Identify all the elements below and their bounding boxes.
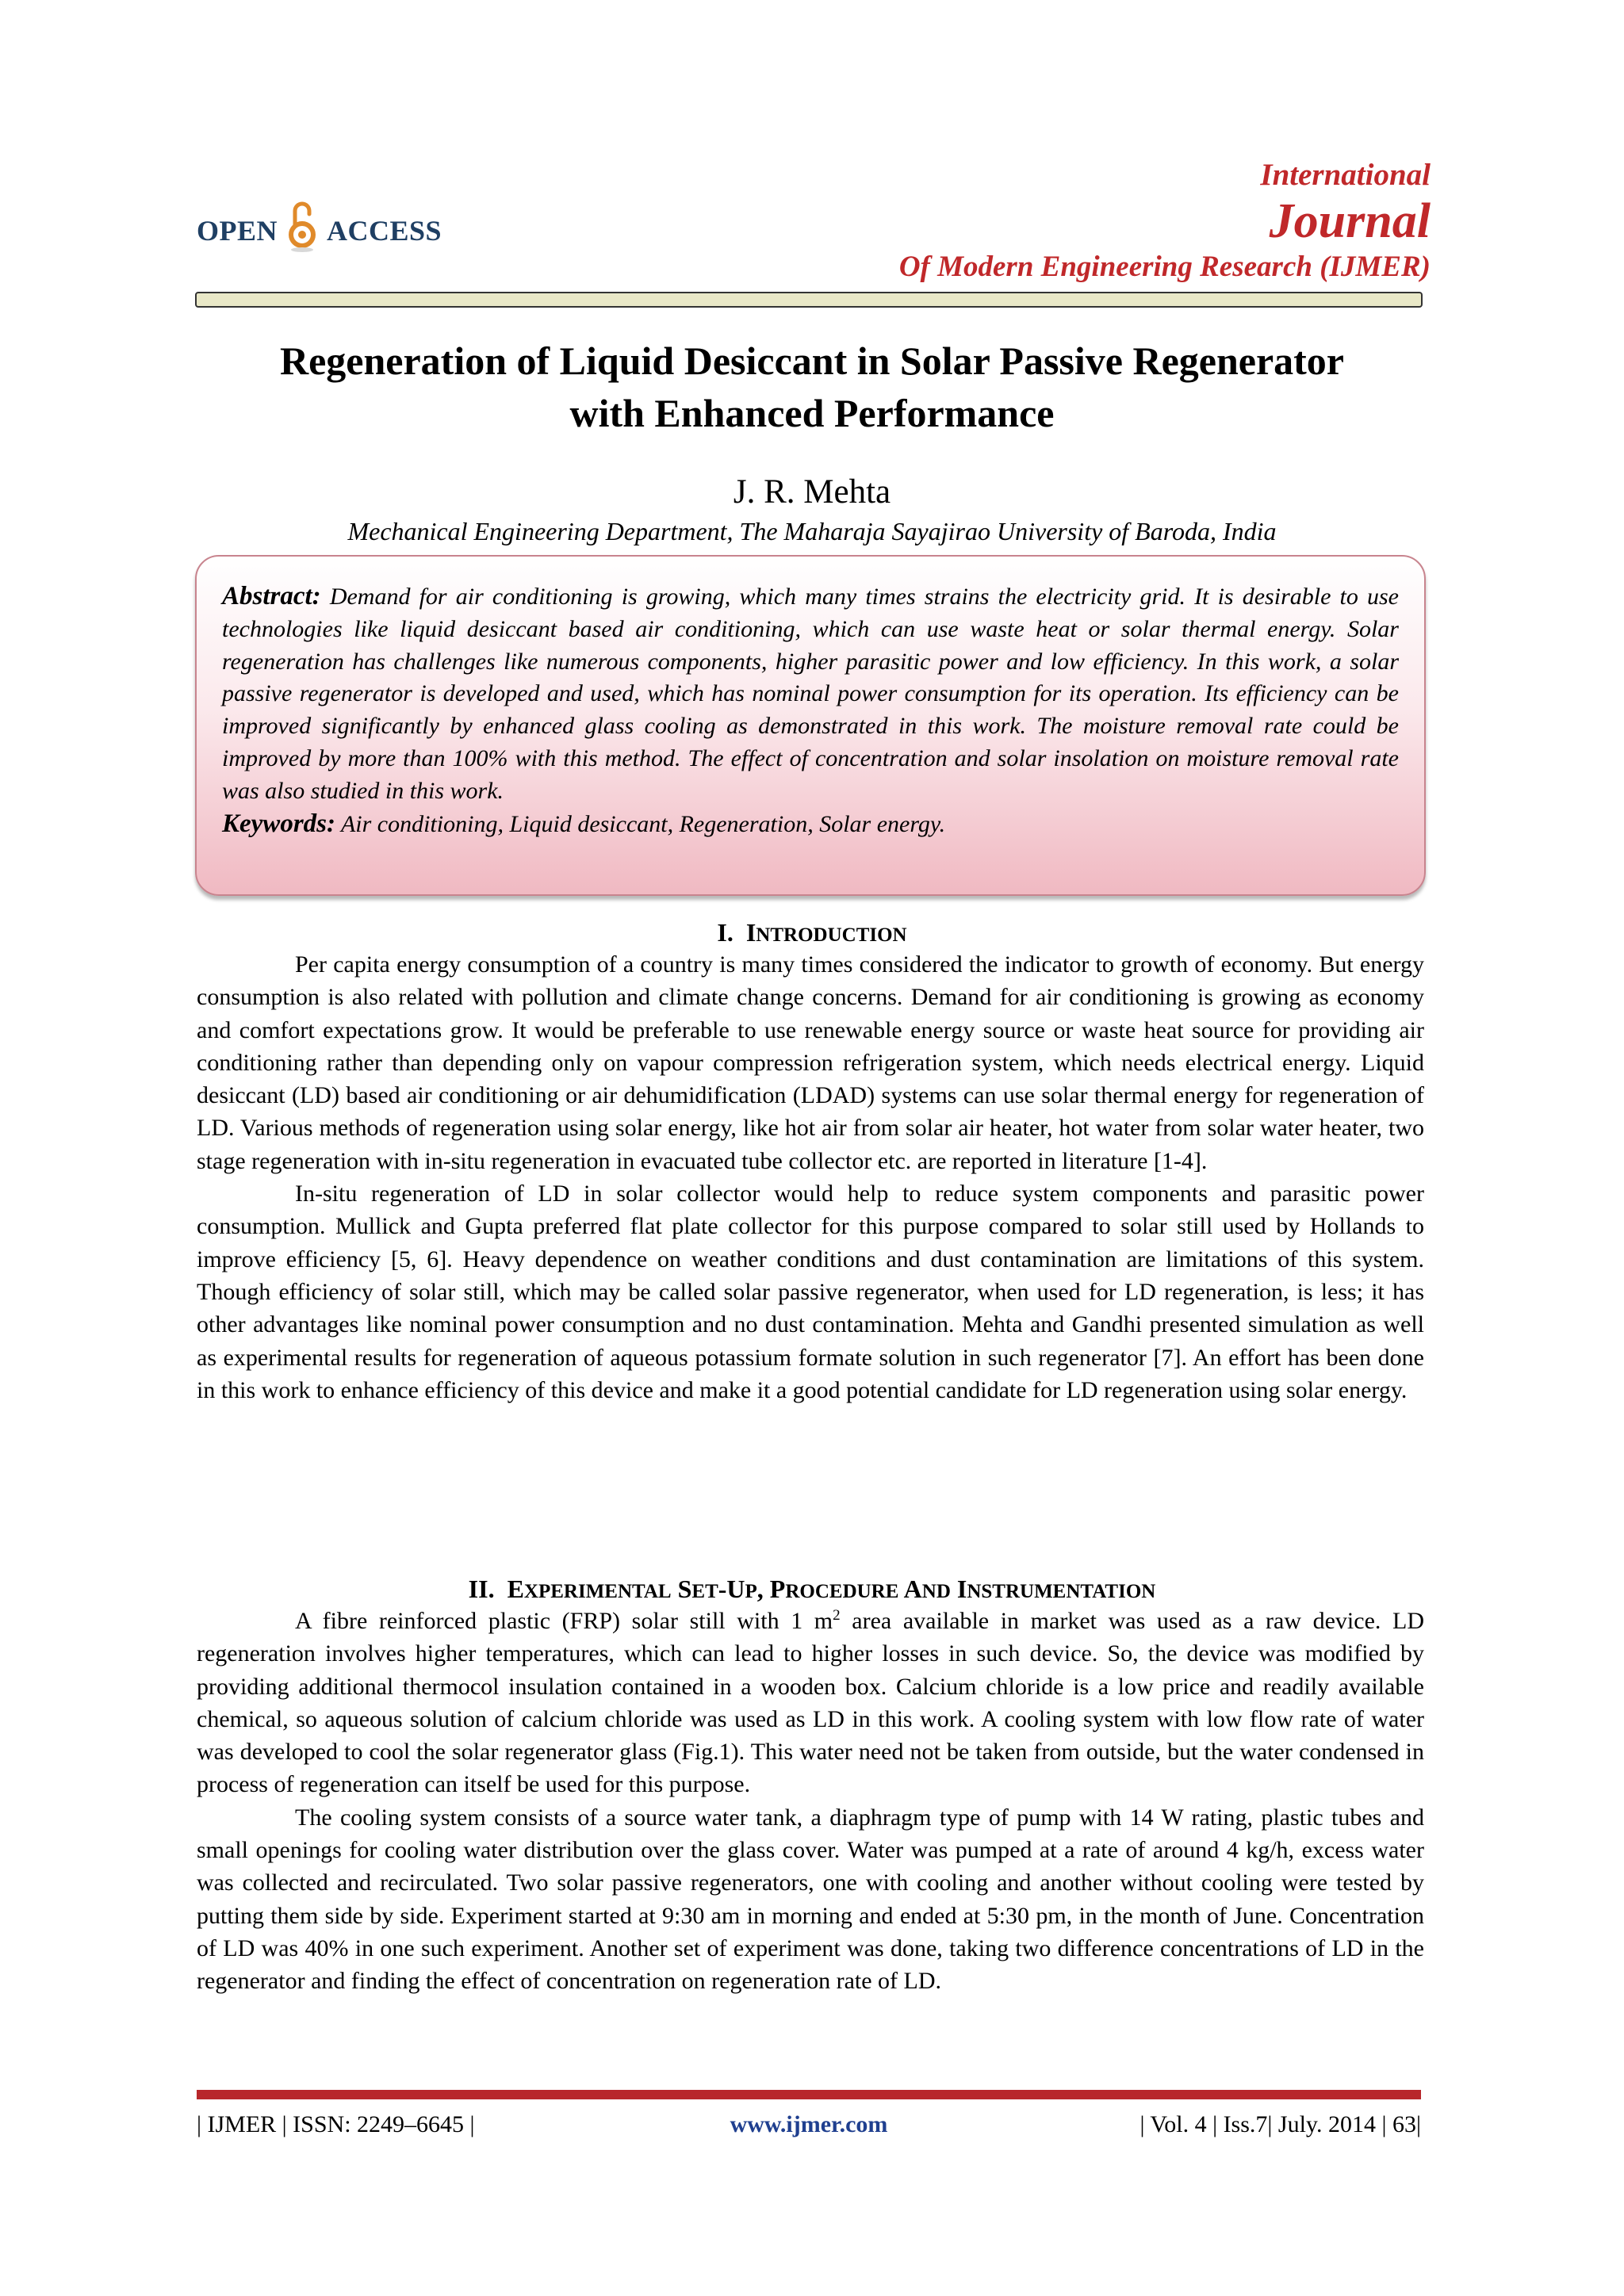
journal-subtitle: Of Modern Engineering Research (IJMER): [898, 251, 1431, 283]
section-2-number: II.: [468, 1575, 495, 1603]
open-access-right-text: ACCESS: [327, 214, 442, 247]
journal-international: International: [1260, 158, 1431, 192]
open-access-logo: [197, 200, 442, 261]
footer-website-link[interactable]: www.ijmer.com: [730, 2111, 888, 2137]
heading-word-cap: I: [956, 1575, 967, 1603]
introduction-body: [197, 948, 1424, 1406]
abstract-box: [195, 555, 1426, 896]
experimental-body: [197, 1605, 1424, 1998]
heading-word-rest: XPERIMENTAL: [523, 1581, 672, 1602]
author-affiliation: Mechanical Engineering Department, The Maharaja Sayajirao University of Baroda, India: [347, 517, 1277, 545]
journal-masthead: [899, 155, 1431, 287]
section-heading-experimental: II. EXPERIMENTAL SET-UP, PROCEDURE AND INSTRUMENTATION: [468, 1575, 1156, 1603]
footer-issn: | IJMER | ISSN: 2249–6645 |: [197, 2111, 475, 2137]
journal-name: Journal: [1269, 194, 1431, 248]
heading-word-rest: ND: [921, 1581, 951, 1602]
open-lock-icon: [289, 200, 316, 261]
heading-word-cap: U: [726, 1575, 745, 1603]
superscript: 2: [833, 1607, 841, 1624]
abstract-text: Demand for air conditioning is growing, which many times strains the electricity grid. It is desirable to use technologies like liquid desiccant based air conditioning, which can use waste heat or solar thermal energy. Solar regeneration has challenges like numerous components, higher parasitic power and low efficiency. In this work, a solar passive regenerator is developed and used, which has nominal power consumption for its operation. Its efficiency can be improved significantly by enhanced glass cooling as demonstrated in this work. The moisture removal rate could be improved by more than 100% with this method. The effect of concentration and solar insolation on moisture removal rate was also studied in this work.: [222, 584, 1399, 804]
footer-volume-page: | Vol. 4 | Iss.7| July. 2014 | 63|: [1139, 2111, 1421, 2137]
section-1-title-rest: NTRODUCTION: [756, 924, 907, 946]
paper-title-line-1: Regeneration of Liquid Desiccant in Solar Passive Regenerator: [280, 339, 1344, 383]
paragraph: In-situ regeneration of LD in solar collector would help to reduce system components and parasitic power consumption. Mullick and Gupta preferred flat plate collector for this purpose compared to solar still used by Hollands to improve efficiency [5, 6]. Heavy dependence on weather conditions and dust contamination are limitations of this system. Though efficiency of solar still, which may be called solar passive regenerator, when used for LD regeneration, is less; it has other advantages like nominal power consumption and no dust contamination. Mehta and Gandhi presented simulation as well as experimental results for regeneration of aqueous potassium formate solution in such regenerator [7]. An effort has been done in this work to enhance efficiency of this device and make it a good potential candidate for LD regeneration using solar energy.: [197, 1181, 1424, 1403]
heading-word-rest: NSTRUMENTATION: [967, 1581, 1156, 1602]
heading-word-cap: E: [507, 1575, 524, 1603]
paragraph: Per capita energy consumption of a country is many times considered the indicator to growth of economy. But energy consumption is also related with pollution and climate change concerns. Demand for air conditioning is growing as economy and comfort expectations grow. It would be preferable to use renewable energy source or waste heat source for providing air conditioning rather than depending only on vapour compression refrigeration system, which needs electrical energy. Liquid desiccant (LD) based air conditioning or air dehumidification (LDAD) systems can use solar thermal energy for regeneration of LD. Various methods of regeneration using solar energy, like hot air from solar air heater, hot water from solar water heater, two stage regeneration with in-situ regeneration in evacuated tube collector etc. are reported in literature [1-4].: [197, 951, 1424, 1174]
heading-word-rest: ET: [691, 1581, 718, 1602]
paper-title: [159, 335, 1465, 439]
section-1-title-first: I: [745, 918, 756, 947]
keywords-text: Air conditioning, Liquid desiccant, Regeneration, Solar energy.: [340, 810, 946, 837]
heading-word-cap: S: [677, 1575, 692, 1603]
paragraph-text: area available in market was used as a raw device. LD regeneration involves higher temperatures, which can lead to higher losses in such device. So, the device was modified by providing additional thermocol insulation contained in a wooden box. Calcium chloride is a low price and readily available chemical, so aqueous solution of calcium chloride was used as LD in this work. A cooling system with low flow rate of water was developed to cool the solar regenerator glass (Fig.1). This water need not be taken from outside, but the water condensed in process of regeneration can itself be used for this purpose.: [197, 1608, 1425, 1798]
heading-word-cap: A: [903, 1575, 922, 1603]
heading-word-rest: ROCEDURE: [785, 1581, 899, 1602]
abstract-body: [222, 580, 1399, 808]
abstract-label: Abstract:: [222, 582, 321, 610]
header-divider-bar: [195, 292, 1423, 308]
heading-word-rest: P: [745, 1581, 757, 1602]
paragraph: The cooling system consists of a source water tank, a diaphragm type of pump with 14 W rating, plastic tubes and small openings for cooling water distribution over the glass cover. Water was pumped at a rate of around 4 kg/h, excess water was collected and recirculated. Two solar passive regenerators, one with cooling and another without cooling were tested by putting them side by side. Experiment started at 9:30 am in morning and ended at 5:30 pm, in the month of June. Concentration of LD was 40% in one such experiment. Another set of experiment was done, taking two difference concentrations of LD in the regenerator and finding the effect of concentration on regeneration rate of LD.: [197, 1804, 1424, 1995]
author-name: J. R. Mehta: [733, 473, 891, 511]
open-access-left-text: OPEN: [197, 214, 278, 247]
section-heading-introduction: [159, 915, 1465, 953]
paragraph: [197, 1605, 1424, 1801]
keywords-label: Keywords:: [222, 809, 335, 838]
footer-divider: [197, 2090, 1421, 2099]
section-1-number: I.: [717, 918, 733, 947]
heading-word-cap: P: [769, 1575, 786, 1603]
paper-title-line-2: with Enhanced Performance: [569, 391, 1055, 435]
paragraph-text: A fibre reinforced plastic (FRP) solar still with 1 m: [295, 1608, 833, 1634]
keywords-line: [222, 808, 1399, 841]
